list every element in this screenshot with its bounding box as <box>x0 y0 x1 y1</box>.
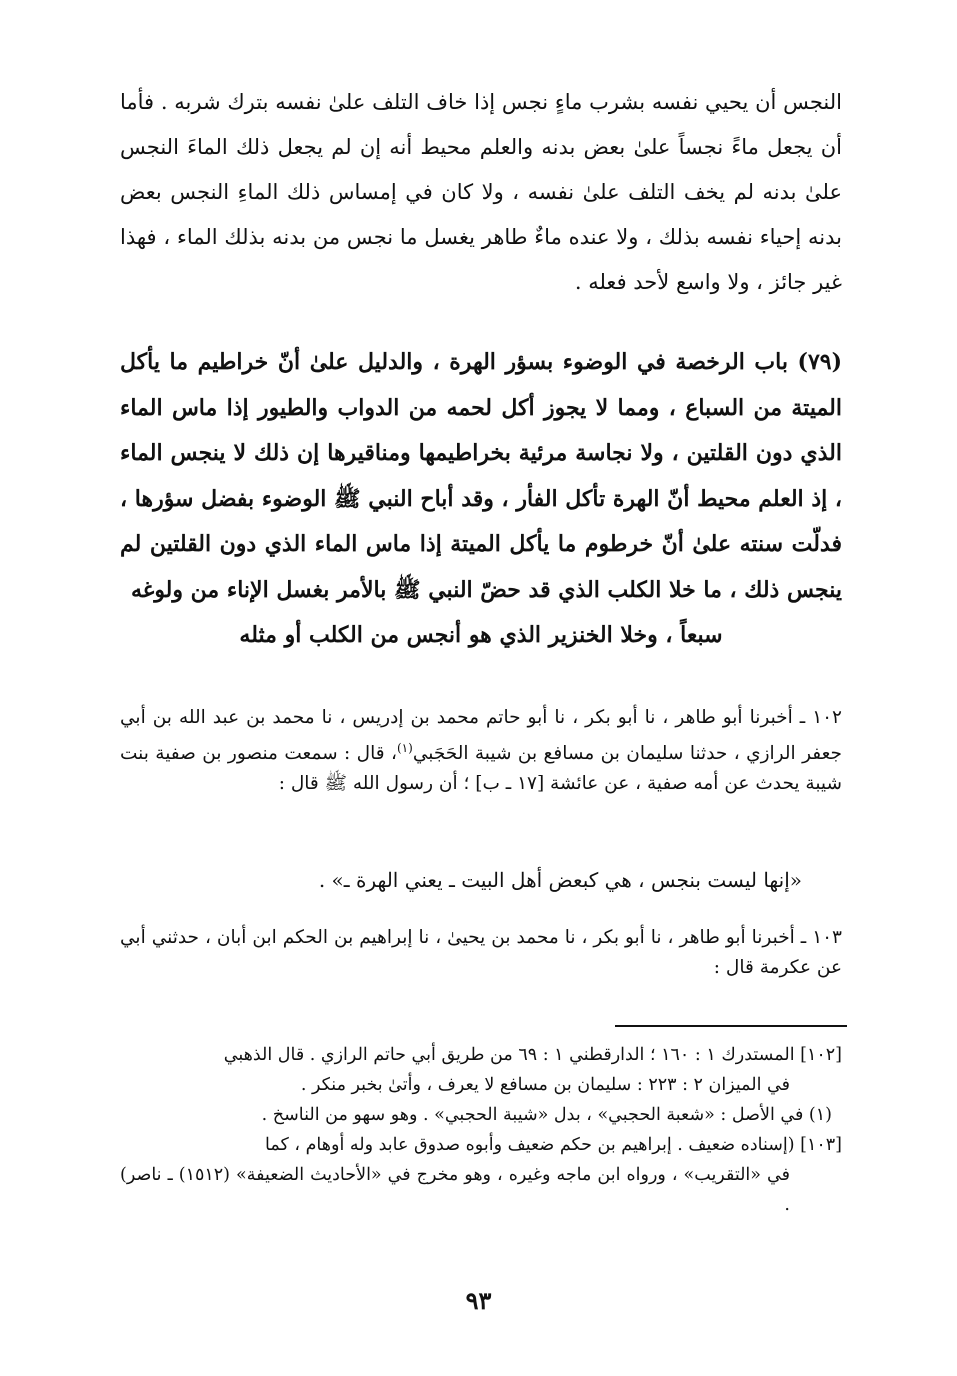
hadith-102-text-after: ، قال : سمعت منصور بن صفية بنت شيبة يحدث عن أمه صفية ، عن عائشة [١٧ ـ ب] ؛ أن رسول الله ﷺ قال : <box>120 743 842 795</box>
footnote-103-first: [١٠٣] (إسناده ضعيف . إبراهيم بن حكم ضعيف وأبوه صدوق عابد وله أوهام ، كما <box>265 1135 842 1155</box>
footnote-103-rest: في «التقريب» ، ورواه ابن ماجه وغيره ، وهو مخرج في «الأحاديث الضعيفة» (١٥١٢) ـ ناصر) . <box>120 1165 790 1215</box>
footnote-1 <box>120 1100 842 1130</box>
footnote-102-rest: في الميزان ٢ : ٢٢٣ : سليمان بن مسافع لا يعرف ، وأتىٰ بخبر منكر . <box>300 1075 790 1095</box>
hadith-102-quote-block <box>120 863 842 897</box>
chapter-heading <box>120 340 842 659</box>
footnote-1-text: (١) في الأصل : «شعبة الحجبي» ، بدل «شيبة الحجبي» . وهو سهو من الناسخ . <box>261 1105 832 1125</box>
chapter-heading-last-line: سبعاً ، وخلا الخنزير الذي هو أنجس من الكلب أو مثله <box>239 622 723 648</box>
footnote-102 <box>120 1040 842 1100</box>
hadith-103: ١٠٣ ـ أخبرنا أبو طاهر ، نا أبو بكر ، نا محمد بن يحيىٰ ، نا إبراهيم بن الحكم ابن أبان ، حدثني أبي عن عكرمة قال : <box>120 927 842 978</box>
footnote-reference: (١) <box>396 741 413 755</box>
chapter-heading-body: (٧٩) باب الرخصة في الوضوء بسؤر الهرة ، والدليل علىٰ أنّ خراطيم ما يأكل الميتة من السباع ، ومما لا يجوز أكل لحمه من الدواب والطيور إذا ماس الماء الذي دون القلتين ، ولا نجاسة مرئية بخراطيمها ومناقيرها إن ذلك لا ينجس الماء ، إذ العلم محيط أنّ الهرة تأكل الفأر ، وقد أباح النبي ﷺ الوضوء بفضل سؤرها ، فدلّت سنته علىٰ أنّ خرطوم ما يأكل الميتة إذا ماس الماء الذي دون القلتين لم ينجس ذلك ، ما خلا الكلب الذي قد حضّ النبي ﷺ بالأمر بغسل الإناء من ولوغه <box>120 349 842 603</box>
footnote-103 <box>120 1130 842 1220</box>
hadith-102-text: ١٠٢ ـ أخبرنا أبو طاهر ، نا أبو بكر ، نا أبو حاتم محمد بن إدريس ، نا محمد بن عبد الله بن أبي جعفر الرازي ، حدثنا سليمان بن مسافع بن شيبة الحَجَبي <box>120 707 842 765</box>
footnote-separator <box>615 1025 847 1027</box>
hadith-102-quote: «إنها ليست بنجس ، هي كبعض أهل البيت ـ يعني الهرة ـ» . <box>318 868 802 892</box>
footnote-102-first: [١٠٢] المستدرك ١ : ١٦٠ ؛ الدارقطني ١ : ٦٩ من طريق أبي حاتم الرازي . قال الذهبي <box>223 1045 842 1065</box>
footnotes <box>120 1040 842 1220</box>
main-paragraph: النجس أن يحيي نفسه بشرب ماءٍ نجس إذا خاف التلف علىٰ نفسه بترك شربه . فأما أن يجعل ماءً نجساً علىٰ بعض بدنه والعلم محيط أنه إن لم يجعل ذلك الماءَ النجس علىٰ بدنه لم يخف التلف علىٰ نفسه ، ولا كان في إمساس ذلك الماءِ النجس بعض بدنه إحياء نفسه بذلك ، ولا عنده ماءٌ طاهر يغسل ما نجس من بدنه بذلك الماء ، فهذا غير جائز ، ولا واسع لأحد فعله . <box>120 90 842 294</box>
page-number: ٩٣ <box>465 1286 492 1315</box>
hadith-102 <box>120 703 842 799</box>
